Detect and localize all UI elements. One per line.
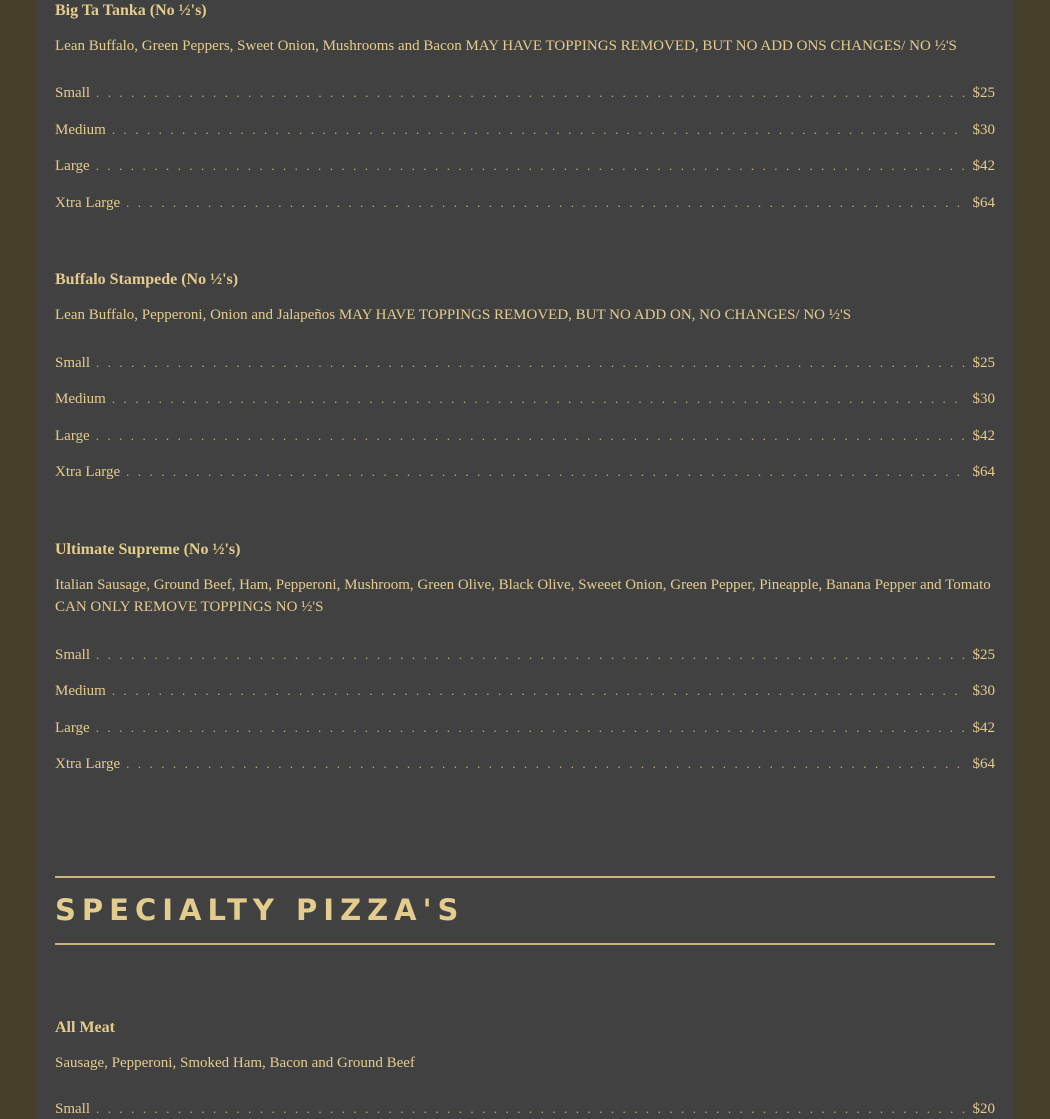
price-row	[55, 83, 995, 103]
dot-leader	[96, 1099, 966, 1119]
price-row	[55, 156, 995, 176]
price-row	[55, 120, 995, 140]
section-divider-top	[55, 876, 995, 878]
size-label: Small	[55, 85, 91, 101]
dot-leader	[126, 754, 966, 774]
price-value: $25	[972, 85, 995, 101]
price-value: $42	[972, 720, 995, 736]
price-value: $25	[972, 647, 995, 663]
price-value: $42	[972, 158, 995, 174]
price-value: $64	[972, 195, 995, 211]
price-value: $30	[972, 683, 995, 699]
item-title: Ultimate Supreme (No ½'s)	[55, 541, 241, 558]
dot-leader	[96, 156, 967, 176]
price-value: $64	[972, 464, 995, 480]
size-label: Small	[55, 355, 91, 371]
price-row	[55, 645, 995, 665]
item-title: All Meat	[55, 1019, 115, 1036]
dot-leader	[112, 389, 967, 409]
price-value: $20	[972, 1101, 995, 1117]
dot-leader	[96, 426, 967, 446]
item-description: Lean Buffalo, Green Peppers, Sweet Onion, Mushrooms and Bacon MAY HAVE TOPPINGS REMOVED, BUT NO ADD ONS CHANGES/ NO ½'S	[55, 38, 957, 54]
item-title: Buffalo Stampede (No ½'s)	[55, 271, 239, 288]
item-description: Sausage, Pepperoni, Smoked Ham, Bacon and Ground Beef	[55, 1055, 415, 1071]
price-row	[55, 754, 995, 774]
dot-leader	[112, 681, 967, 701]
price-row	[55, 426, 995, 446]
item-description: Italian Sausage, Ground Beef, Ham, Pepperoni, Mushroom, Green Olive, Black Olive, Sweeet Onion, Green Pepper, Pineapple, Banana Pepper and Tomato CAN ONLY REMOVE TOPPINGS NO ½'S	[55, 577, 991, 615]
dot-leader	[126, 193, 966, 213]
size-label: Medium	[55, 683, 106, 699]
dot-leader	[96, 353, 966, 373]
section-heading: SPECIALTY PIZZA'S	[55, 893, 465, 927]
item-description: Lean Buffalo, Pepperoni, Onion and Jalapeños MAY HAVE TOPPINGS REMOVED, BUT NO ADD ON, NO CHANGES/ NO ½'S	[55, 307, 852, 323]
menu-panel	[36, 0, 1014, 1119]
price-value: $30	[972, 122, 995, 138]
size-label: Large	[55, 158, 90, 174]
size-label: Small	[55, 647, 91, 663]
price-row	[55, 718, 995, 738]
section-divider-bottom	[55, 943, 995, 945]
size-label: Xtra Large	[55, 756, 121, 772]
price-value: $64	[972, 756, 995, 772]
price-value: $25	[972, 355, 995, 371]
size-label: Medium	[55, 391, 106, 407]
size-label: Large	[55, 720, 90, 736]
size-label: Medium	[55, 122, 106, 138]
dot-leader	[96, 83, 966, 103]
price-row	[55, 353, 995, 373]
dot-leader	[126, 462, 966, 482]
size-label: Xtra Large	[55, 464, 121, 480]
dot-leader	[112, 120, 967, 140]
price-row	[55, 681, 995, 701]
size-label: Xtra Large	[55, 195, 121, 211]
price-value: $30	[972, 391, 995, 407]
price-value: $42	[972, 428, 995, 444]
price-row	[55, 193, 995, 213]
item-title: Big Ta Tanka (No ½'s)	[55, 2, 207, 19]
dot-leader	[96, 718, 967, 738]
price-row	[55, 389, 995, 409]
price-row	[55, 1099, 995, 1119]
price-row	[55, 462, 995, 482]
dot-leader	[96, 645, 966, 665]
size-label: Large	[55, 428, 90, 444]
size-label: Small	[55, 1101, 91, 1117]
